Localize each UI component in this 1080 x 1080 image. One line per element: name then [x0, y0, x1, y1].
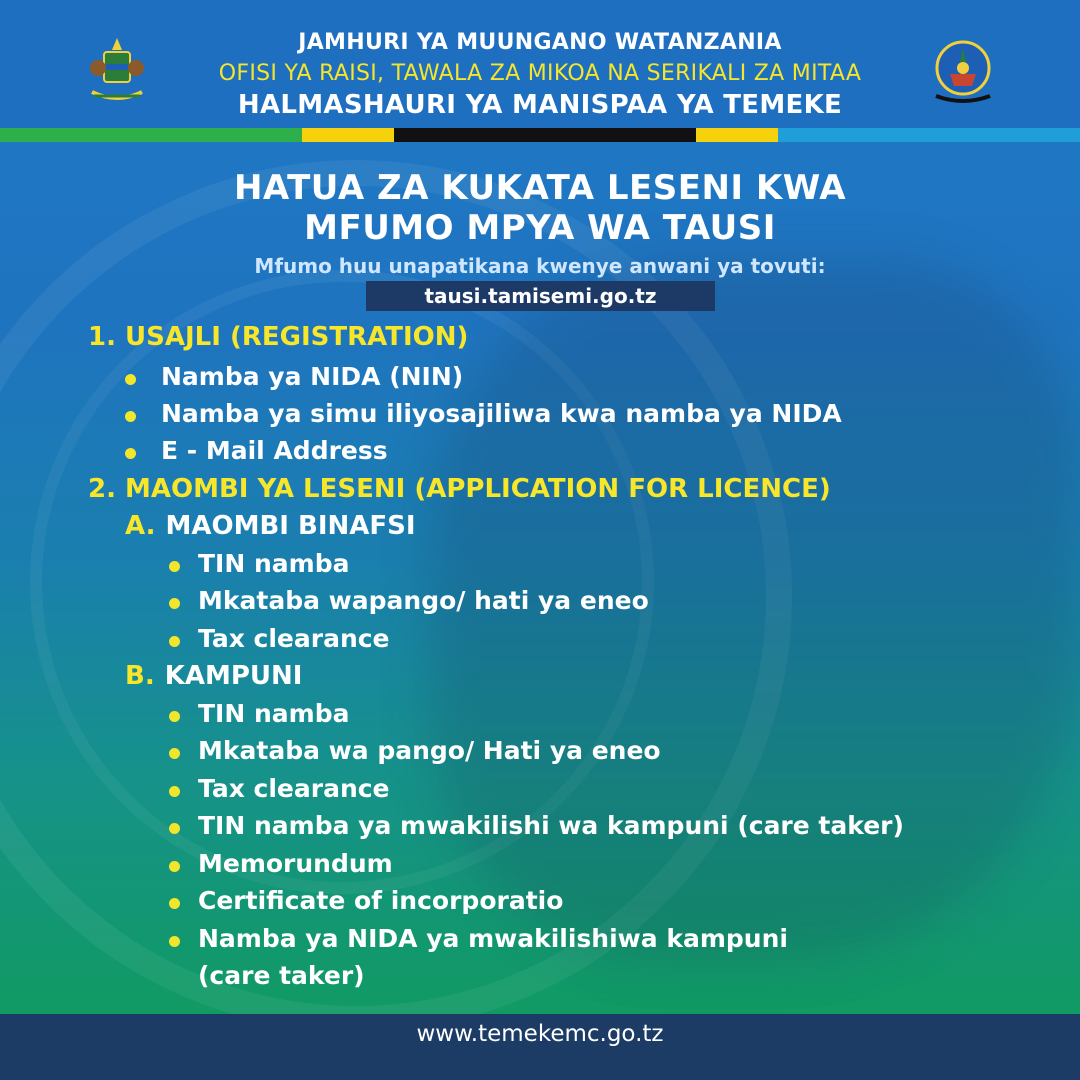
bullet-icon	[169, 936, 180, 947]
bullet-icon	[169, 898, 180, 909]
page-title-line2: MFUMO MPYA WA TAUSI	[304, 208, 776, 248]
subsection-letter: A.	[125, 511, 156, 541]
bullet-icon	[169, 861, 180, 872]
company-item-certificate: Certificate of incorporatio	[198, 886, 564, 915]
header-office-name: OFISI YA RAISI, TAWALA ZA MIKOA NA SERIKALI ZA MITAA	[218, 61, 862, 86]
company-item-representative-nida: Namba ya NIDA ya mwakilishiwa kampuni	[198, 924, 788, 953]
company-item-tin: TIN namba	[198, 699, 350, 728]
subsection-company	[125, 661, 302, 691]
subsection-individual	[125, 511, 416, 541]
bullet-icon	[125, 374, 136, 385]
subsection-label: MAOMBI BINAFSI	[165, 511, 416, 541]
bullet-icon	[169, 561, 180, 572]
subsection-letter: B.	[125, 661, 155, 691]
company-item-memorandum: Memorundum	[198, 849, 393, 878]
individual-item-tax-clearance: Tax clearance	[198, 624, 390, 653]
footer-bar	[0, 1014, 1080, 1080]
bullet-icon	[169, 786, 180, 797]
bullet-icon	[169, 748, 180, 759]
portal-url: tausi.tamisemi.go.tz	[424, 284, 657, 308]
company-item-representative-tin: TIN namba ya mwakilishi wa kampuni (care taker)	[198, 811, 904, 840]
subsection-label: KAMPUNI	[164, 661, 303, 691]
footer-website-link[interactable]: www.temekemc.go.tz	[416, 1021, 664, 1047]
bullet-icon	[125, 411, 136, 422]
header-country-name: JAMHURI YA MUUNGANO WATANZANIA	[298, 30, 782, 55]
section-application-heading: 2. MAOMBI YA LESENI (APPLICATION FOR LICENCE)	[88, 474, 831, 504]
bullet-icon	[169, 598, 180, 609]
portal-intro-text: Mfumo huu unapatikana kwenye anwani ya tovuti:	[254, 254, 826, 278]
header-council-name: HALMASHAURI YA MANISPAA YA TEMEKE	[237, 90, 843, 120]
bullet-icon	[169, 636, 180, 647]
page-title-line1: HATUA ZA KUKATA LESENI KWA	[233, 168, 847, 208]
individual-item-lease: Mkataba wapango/ hati ya eneo	[198, 586, 649, 615]
registration-item-phone: Namba ya simu iliyosajiliwa kwa namba ya NIDA	[161, 399, 842, 428]
bullet-icon	[169, 823, 180, 834]
bullet-icon	[125, 448, 136, 459]
company-item-lease: Mkataba wa pango/ Hati ya eneo	[198, 736, 661, 765]
registration-item-email: E - Mail Address	[161, 436, 388, 465]
individual-item-tin: TIN namba	[198, 549, 350, 578]
bullet-icon	[169, 711, 180, 722]
company-item-tax-clearance: Tax clearance	[198, 774, 390, 803]
company-item-representative-nida-cont: (care taker)	[198, 961, 365, 990]
section-registration-heading: 1. USAJLI (REGISTRATION)	[88, 322, 469, 352]
registration-item-nida: Namba ya NIDA (NIN)	[161, 362, 464, 391]
